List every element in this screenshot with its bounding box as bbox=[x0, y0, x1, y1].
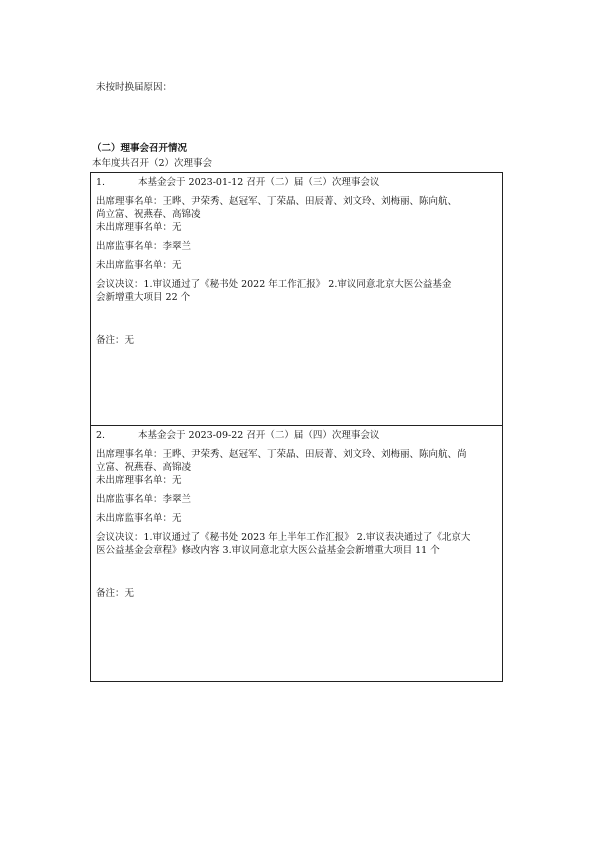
meeting-count-summary: 本年度共召开（2）次理事会 bbox=[92, 158, 213, 169]
attendee-directors-cont: 立富、祝燕春、高锦凌 bbox=[96, 462, 192, 473]
meeting-remark: 备注：无 bbox=[96, 588, 135, 599]
meeting-resolution-cont: 会新增重大项目 22 个 bbox=[96, 292, 191, 303]
meeting-remark: 备注：无 bbox=[96, 335, 135, 346]
meeting-header bbox=[96, 429, 496, 442]
meeting-number: 2. bbox=[96, 430, 106, 441]
attendee-supervisors: 出席监事名单：李翠兰 bbox=[96, 241, 192, 252]
meeting-resolution-cont: 医公益基金会章程》修改内容 3.审议同意北京大医公益基金会新增重大项目 11 个 bbox=[96, 545, 440, 556]
attendee-directors: 出席理事名单：王晔、尹荣秀、赵冠军、丁荣晶、田辰菁、刘文玲、刘梅丽、陈向航、 bbox=[96, 196, 458, 207]
attendee-supervisors: 出席监事名单：李翠兰 bbox=[96, 494, 192, 505]
absent-supervisors: 未出席监事名单：无 bbox=[96, 513, 182, 524]
absent-supervisors: 未出席监事名单：无 bbox=[96, 260, 182, 271]
meeting-resolution: 会议决议：1.审议通过了《秘书处 2023 年上半年工作汇报》 2.审议表决通过了《北京大 bbox=[96, 532, 471, 543]
absent-directors: 未出席理事名单：无 bbox=[96, 475, 182, 486]
meeting-record-2 bbox=[90, 426, 503, 682]
attendee-directors-cont: 尚立富、祝燕春、高锦凌 bbox=[96, 209, 201, 220]
meeting-resolution: 会议决议：1.审议通过了《秘书处 2022 年工作汇报》 2.审议同意北京大医公益基金 bbox=[96, 279, 452, 290]
absent-directors: 未出席理事名单：无 bbox=[96, 222, 182, 233]
unscheduled-reelection-reason-label: 未按时换届原因： bbox=[96, 82, 173, 93]
meeting-record-1 bbox=[90, 172, 503, 426]
meeting-title: 本基金会于 2023-01-12 召开（二）届（三）次理事会议 bbox=[138, 177, 380, 188]
meeting-header bbox=[96, 176, 496, 189]
meeting-number: 1. bbox=[96, 177, 106, 188]
section-title: （二）理事会召开情况 bbox=[92, 143, 188, 154]
attendee-directors: 出席理事名单：王晔、尹荣秀、赵冠军、丁荣晶、田辰菁、刘文玲、刘梅丽、陈向航、尚 bbox=[96, 449, 467, 460]
meeting-title: 本基金会于 2023-09-22 召开（二）届（四）次理事会议 bbox=[138, 430, 380, 441]
